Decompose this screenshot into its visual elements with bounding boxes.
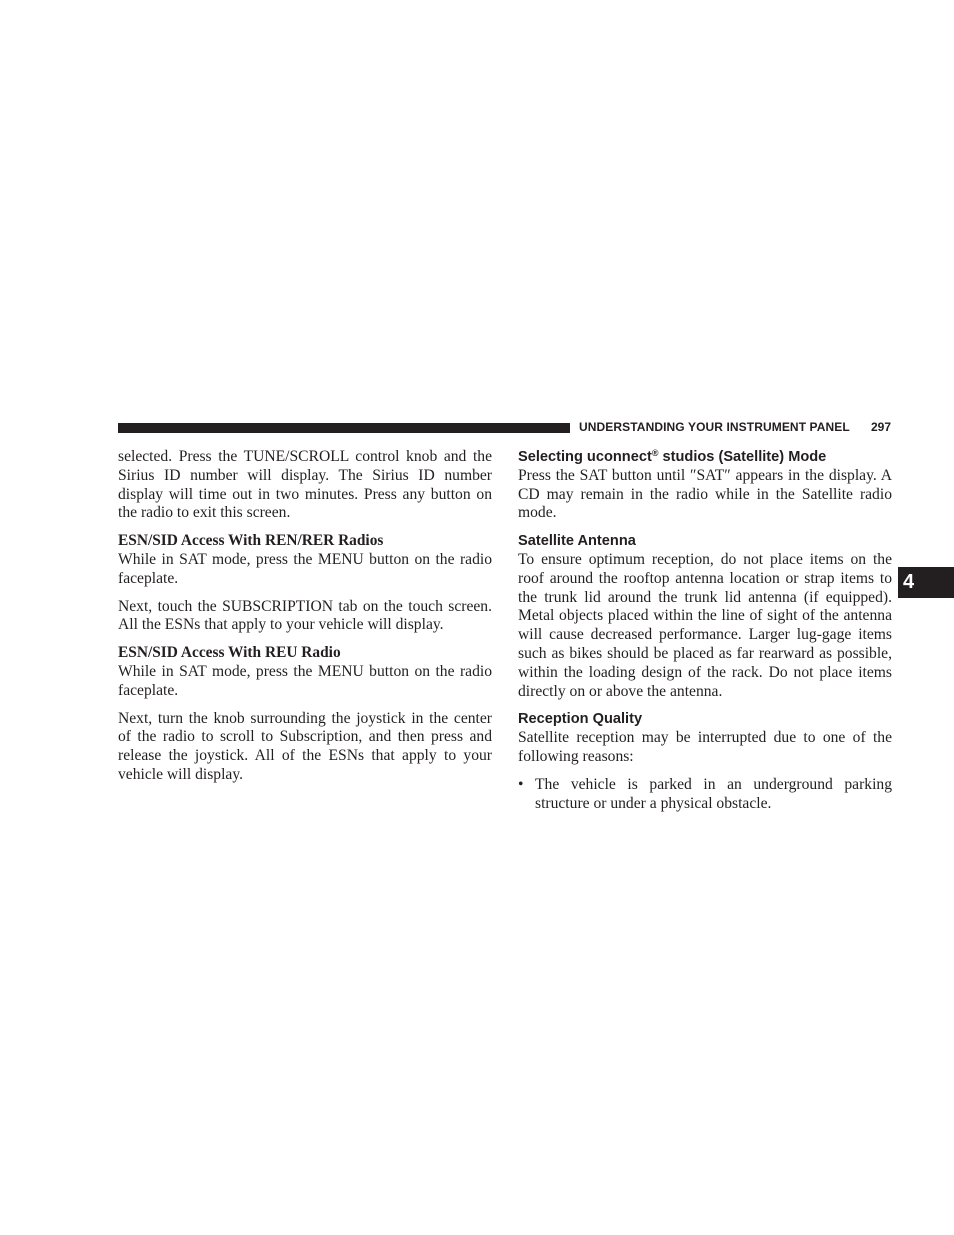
- heading-esn-ren-rer: ESN/SID Access With REN/RER Radios: [118, 532, 384, 550]
- bullet-icon: •: [518, 775, 524, 793]
- paragraph: To ensure optimum reception, do not place items on the roof around the rooftop antenna location or strap items to the trunk lid around the trunk lid antenna (if equipped). Metal objects placed within the line of sight of the antenna will cause decreased performance. Larger lug-gage items such as bikes should be placed as far rearward as possible, within the loading design of the rack. Do not place items directly on or above the antenna.: [518, 550, 892, 700]
- paragraph: While in SAT mode, press the MENU button on the radio faceplate.: [118, 550, 492, 587]
- paragraph: While in SAT mode, press the MENU button on the radio faceplate.: [118, 662, 492, 699]
- paragraph: Next, turn the knob surrounding the joystick in the center of the radio to scroll to Subscription, and then press and release the joystick. All of the ESNs that apply to your vehicle will display.: [118, 709, 492, 783]
- intro-paragraph: selected. Press the TUNE/SCROLL control knob and the Sirius ID number will display. The Sirius ID number display will time out in two minutes. Press any button on the radio to exit this screen.: [118, 448, 492, 522]
- left-column: [118, 448, 492, 794]
- registered-mark: ®: [651, 448, 659, 458]
- heading-satellite-antenna: Satellite Antenna: [518, 533, 636, 550]
- heading-esn-reu: ESN/SID Access With REU Radio: [118, 644, 341, 662]
- bullet-text: The vehicle is parked in an underground parking structure or under a physical obstacle.: [535, 775, 892, 812]
- paragraph: Satellite reception may be interrupted due to one of the following reasons:: [518, 729, 892, 765]
- heading-suffix: studios (Satellite) Mode: [658, 449, 827, 465]
- chapter-tab: 4: [898, 567, 954, 598]
- heading-prefix: Selecting uconnect: [518, 449, 652, 465]
- header-rule: [118, 423, 570, 433]
- list-item: [518, 776, 892, 814]
- heading-satellite-mode: [518, 448, 892, 467]
- page-number: 297: [871, 420, 892, 434]
- right-column: [518, 448, 892, 822]
- paragraph: Next, touch the SUBSCRIPTION tab on the touch screen. All the ESNs that apply to your vehicle will display.: [118, 597, 492, 634]
- running-header-title: UNDERSTANDING YOUR INSTRUMENT PANEL: [579, 420, 850, 434]
- paragraph: Press the SAT button until ″SAT″ appears in the display. A CD may remain in the radio while in the Satellite radio mode.: [518, 466, 892, 522]
- heading-reception-quality: Reception Quality: [518, 711, 643, 728]
